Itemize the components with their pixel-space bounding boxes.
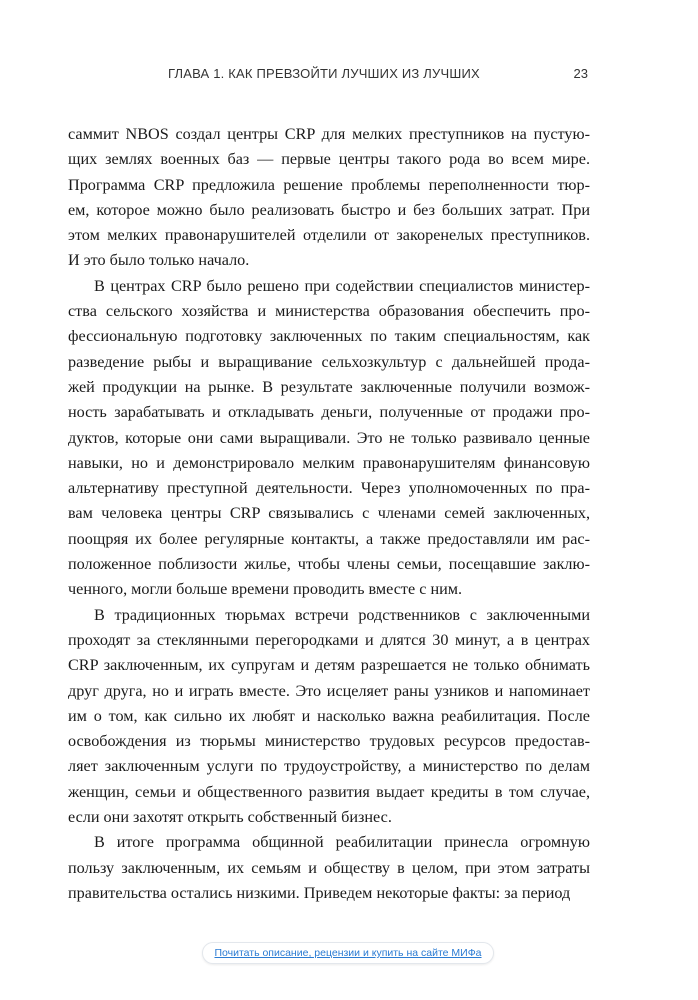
text-line: Программа CRP предложила решение проблемы переполненности тюр- bbox=[68, 175, 590, 194]
buy-on-mif-link[interactable]: Почитать описание, рецензии и купить на сайте МИФа bbox=[202, 942, 494, 964]
text-line: пользу заключенным, их семьям и обществу в целом, при этом затраты bbox=[68, 858, 590, 877]
text-line: женщин, семьи и общественного развития выдает кредиты в том случае, bbox=[68, 782, 590, 801]
text-line: проходят за стеклянными перегородками и длятся 30 минут, а в центрах bbox=[68, 630, 590, 649]
text-line: жей продукции на рынке. В результате заключенные получили возмож- bbox=[68, 377, 590, 396]
text-line: ченного, могли больше времени проводить вместе с ним. bbox=[68, 580, 463, 599]
text-line: И это было только начало. bbox=[68, 251, 250, 270]
running-title: ГЛАВА 1. КАК ПРЕВЗОЙТИ ЛУЧШИХ ИЗ ЛУЧШИХ bbox=[168, 66, 480, 81]
text-line: если они захотят открыть собственный бизнес. bbox=[68, 808, 392, 827]
text-line: ляет заключенным услуги по трудоустройству, а министерство по делам bbox=[68, 757, 590, 776]
text-line: правительства остались низкими. Приведем некоторые факты: за период bbox=[68, 883, 571, 902]
text-line: им о том, как сильно их любят и насколько важна реабилитация. После bbox=[68, 706, 590, 725]
text-line: навыки, но и демонстрировало мелким правонарушителям финансовую bbox=[68, 453, 590, 472]
text-line: разведение рыбы и выращивание сельхозкультур с дальнейшей прода- bbox=[68, 352, 590, 371]
text-line: поощряя их более регулярные контакты, а также предоставляли им рас- bbox=[68, 529, 590, 548]
paragraph bbox=[68, 122, 590, 274]
text-line: CRP заключенным, их супругам и детям разрешается не только обнимать bbox=[68, 656, 590, 675]
text-line: этом мелких правонарушителей отделили от закоренелых преступников. bbox=[68, 226, 590, 245]
text-line: освобождения из тюрьмы министерство трудовых ресурсов предостав- bbox=[68, 732, 590, 751]
running-header bbox=[0, 66, 698, 88]
text-line: саммит NBOS создал центры CRP для мелких преступников на пустую- bbox=[68, 125, 590, 143]
text-line: ства сельского хозяйства и министерства образования обеспечить про- bbox=[68, 302, 590, 321]
text-line: В центрах CRP было решено при содействии специалистов министер- bbox=[94, 276, 590, 295]
paragraph bbox=[68, 274, 590, 603]
text-line: дуктов, которые они сами выращивали. Это не только развивало ценные bbox=[68, 428, 590, 447]
text-line: друг друга, но и играть вместе. Это исцеляет раны узников и напоминает bbox=[68, 681, 590, 700]
text-line: альтернативу преступной деятельности. Через уполномоченных по пра- bbox=[68, 479, 590, 498]
body-text bbox=[68, 122, 590, 906]
text-line: В итоге программа общинной реабилитации принесла огромную bbox=[94, 833, 590, 852]
text-line: В традиционных тюрьмах встречи родственников с заключенными bbox=[94, 605, 590, 624]
paragraph bbox=[68, 830, 590, 906]
text-line: ность зарабатывать и откладывать деньги, полученные от продажи про- bbox=[68, 403, 590, 422]
text-line: ем, которое можно было реализовать быстро и без больших затрат. При bbox=[68, 200, 590, 219]
text-line: вам человека центры CRP связывались с членами семей заключенных, bbox=[68, 504, 590, 523]
text-line: фессиональную подготовку заключенных по таким специальностям, как bbox=[68, 327, 590, 346]
page-number: 23 bbox=[573, 66, 588, 81]
paragraph bbox=[68, 603, 590, 831]
text-line: щих землях военных баз — первые центры такого рода во всем мире. bbox=[68, 150, 590, 169]
text-line: положенное поблизости жилье, чтобы члены семьи, посещавшие заклю- bbox=[68, 555, 590, 574]
